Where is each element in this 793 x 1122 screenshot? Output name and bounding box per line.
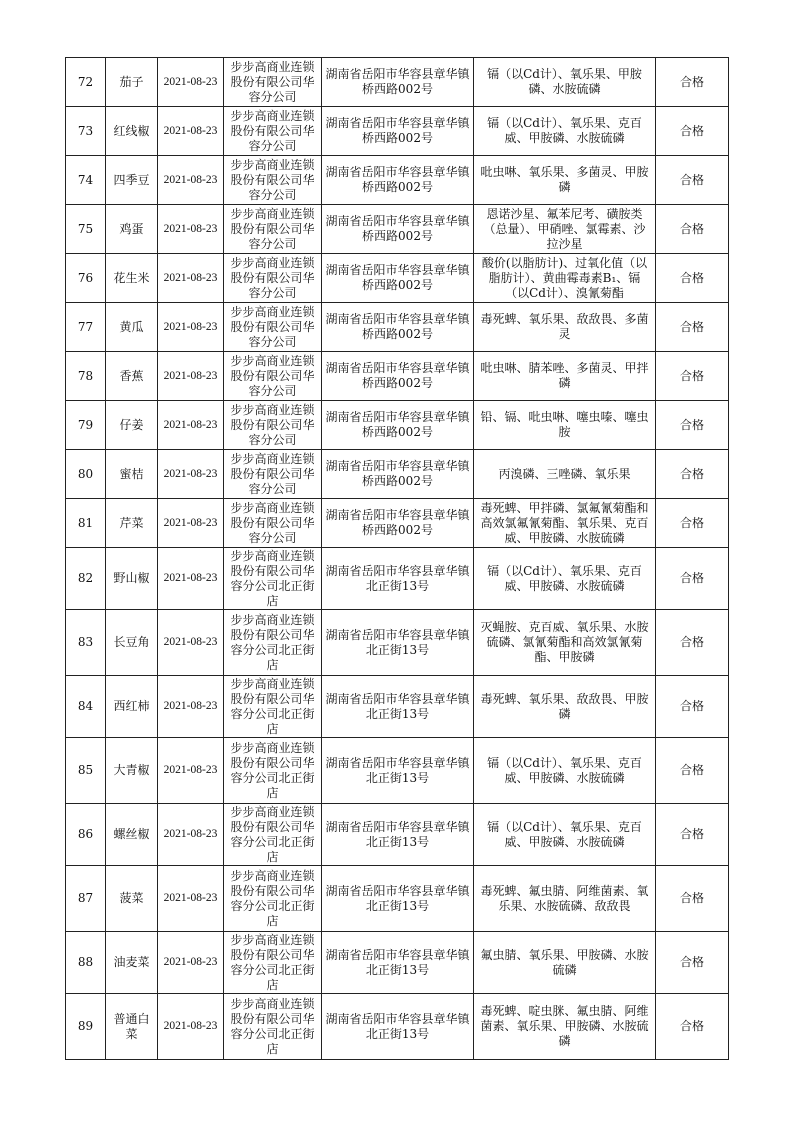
store-name: 步步高商业连锁股份有限公司华容分公司北正街店: [224, 738, 322, 804]
sampling-date: 2021-08-23: [158, 610, 224, 676]
store-address: 湖南省岳阳市华容县章华镇桥西路002号: [322, 401, 474, 450]
table-row: [66, 499, 729, 548]
store-address: 湖南省岳阳市华容县章华镇北正街13号: [322, 994, 474, 1060]
table-row: [66, 676, 729, 738]
store-address: 湖南省岳阳市华容县章华镇北正街13号: [322, 932, 474, 994]
test-items: 丙溴磷、三唑磷、氧乐果: [474, 450, 656, 499]
store-address: 湖南省岳阳市华容县章华镇北正街13号: [322, 610, 474, 676]
product-name: 长豆角: [106, 610, 158, 676]
table-row: [66, 58, 729, 107]
row-number: 72: [66, 58, 106, 107]
test-items: 毒死蜱、氧乐果、敌敌畏、甲胺磷: [474, 676, 656, 738]
store-address: 湖南省岳阳市华容县章华镇北正街13号: [322, 804, 474, 866]
store-name: 步步高商业连锁股份有限公司华容分公司北正街店: [224, 994, 322, 1060]
store-address: 湖南省岳阳市华容县章华镇北正街13号: [322, 676, 474, 738]
product-name: 四季豆: [106, 156, 158, 205]
store-name: 步步高商业连锁股份有限公司华容分公司: [224, 450, 322, 499]
sampling-date: 2021-08-23: [158, 156, 224, 205]
inspection-table: [65, 57, 729, 1060]
product-name: 菠菜: [106, 866, 158, 932]
product-name: 西红柿: [106, 676, 158, 738]
row-number: 79: [66, 401, 106, 450]
store-address: 湖南省岳阳市华容县章华镇桥西路002号: [322, 156, 474, 205]
test-items: 毒死蜱、氟虫腈、阿维菌素、氧乐果、水胺硫磷、敌敌畏: [474, 866, 656, 932]
test-result: 合格: [656, 303, 729, 352]
row-number: 86: [66, 804, 106, 866]
table-row: [66, 610, 729, 676]
test-items: 镉（以Cd计）、氧乐果、克百威、甲胺磷、水胺硫磷: [474, 738, 656, 804]
row-number: 89: [66, 994, 106, 1060]
row-number: 82: [66, 548, 106, 610]
test-result: 合格: [656, 932, 729, 994]
store-address: 湖南省岳阳市华容县章华镇桥西路002号: [322, 107, 474, 156]
table-row: [66, 932, 729, 994]
product-name: 普通白菜: [106, 994, 158, 1060]
table-row: [66, 107, 729, 156]
store-address: 湖南省岳阳市华容县章华镇桥西路002号: [322, 450, 474, 499]
table-row: [66, 548, 729, 610]
row-number: 87: [66, 866, 106, 932]
test-items: 镉（以Cd计）、氧乐果、克百威、甲胺磷、水胺硫磷: [474, 107, 656, 156]
table-row: [66, 994, 729, 1060]
store-name: 步步高商业连锁股份有限公司华容分公司: [224, 303, 322, 352]
product-name: 香蕉: [106, 352, 158, 401]
product-name: 蜜桔: [106, 450, 158, 499]
table-row: [66, 866, 729, 932]
row-number: 78: [66, 352, 106, 401]
test-result: 合格: [656, 499, 729, 548]
store-address: 湖南省岳阳市华容县章华镇桥西路002号: [322, 303, 474, 352]
store-address: 湖南省岳阳市华容县章华镇桥西路002号: [322, 352, 474, 401]
test-items: 毒死蜱、甲拌磷、氯氟氰菊酯和高效氯氟氰菊酯、氧乐果、克百威、甲胺磷、水胺硫磷: [474, 499, 656, 548]
sampling-date: 2021-08-23: [158, 932, 224, 994]
row-number: 76: [66, 254, 106, 303]
store-address: 湖南省岳阳市华容县章华镇桥西路002号: [322, 254, 474, 303]
sampling-date: 2021-08-23: [158, 866, 224, 932]
store-name: 步步高商业连锁股份有限公司华容分公司北正街店: [224, 932, 322, 994]
test-result: 合格: [656, 401, 729, 450]
test-result: 合格: [656, 548, 729, 610]
test-result: 合格: [656, 107, 729, 156]
test-result: 合格: [656, 352, 729, 401]
table-row: [66, 804, 729, 866]
sampling-date: 2021-08-23: [158, 58, 224, 107]
sampling-date: 2021-08-23: [158, 303, 224, 352]
product-name: 大青椒: [106, 738, 158, 804]
row-number: 77: [66, 303, 106, 352]
row-number: 84: [66, 676, 106, 738]
product-name: 红线椒: [106, 107, 158, 156]
product-name: 花生米: [106, 254, 158, 303]
test-items: 镉（以Cd计）、氧乐果、甲胺磷、水胺硫磷: [474, 58, 656, 107]
sampling-date: 2021-08-23: [158, 401, 224, 450]
table-row: [66, 450, 729, 499]
test-items: 灭蝇胺、克百威、氧乐果、水胺硫磷、氯氰菊酯和高效氯氰菊酯、甲胺磷: [474, 610, 656, 676]
test-items: 酸价(以脂肪计)、过氧化值（以脂肪计）、黄曲霉毒素B₁、镉（以Cd计）、溴氰菊酯: [474, 254, 656, 303]
test-items: 吡虫啉、氧乐果、多菌灵、甲胺磷: [474, 156, 656, 205]
sampling-date: 2021-08-23: [158, 352, 224, 401]
table-row: [66, 205, 729, 254]
store-address: 湖南省岳阳市华容县章华镇北正街13号: [322, 866, 474, 932]
table-row: [66, 401, 729, 450]
test-items: 镉（以Cd计）、氧乐果、克百威、甲胺磷、水胺硫磷: [474, 548, 656, 610]
product-name: 芹菜: [106, 499, 158, 548]
product-name: 螺丝椒: [106, 804, 158, 866]
test-items: 镉（以Cd计）、氧乐果、克百威、甲胺磷、水胺硫磷: [474, 804, 656, 866]
table-row: [66, 303, 729, 352]
store-name: 步步高商业连锁股份有限公司华容分公司: [224, 401, 322, 450]
store-address: 湖南省岳阳市华容县章华镇桥西路002号: [322, 58, 474, 107]
product-name: 黄瓜: [106, 303, 158, 352]
store-name: 步步高商业连锁股份有限公司华容分公司: [224, 499, 322, 548]
table-body: [66, 58, 729, 1060]
store-address: 湖南省岳阳市华容县章华镇北正街13号: [322, 548, 474, 610]
table-row: [66, 352, 729, 401]
row-number: 85: [66, 738, 106, 804]
sampling-date: 2021-08-23: [158, 676, 224, 738]
test-items: 氟虫腈、氧乐果、甲胺磷、水胺硫磷: [474, 932, 656, 994]
test-items: 毒死蜱、氧乐果、敌敌畏、多菌灵: [474, 303, 656, 352]
test-result: 合格: [656, 450, 729, 499]
product-name: 野山椒: [106, 548, 158, 610]
test-items: 恩诺沙星、氟苯尼考、磺胺类（总量）、甲硝唑、氯霉素、沙拉沙星: [474, 205, 656, 254]
test-result: 合格: [656, 994, 729, 1060]
table-row: [66, 738, 729, 804]
store-name: 步步高商业连锁股份有限公司华容分公司: [224, 205, 322, 254]
row-number: 74: [66, 156, 106, 205]
row-number: 75: [66, 205, 106, 254]
store-name: 步步高商业连锁股份有限公司华容分公司北正街店: [224, 804, 322, 866]
store-name: 步步高商业连锁股份有限公司华容分公司: [224, 107, 322, 156]
test-result: 合格: [656, 610, 729, 676]
product-name: 茄子: [106, 58, 158, 107]
sampling-date: 2021-08-23: [158, 450, 224, 499]
product-name: 油麦菜: [106, 932, 158, 994]
store-name: 步步高商业连锁股份有限公司华容分公司: [224, 156, 322, 205]
store-name: 步步高商业连锁股份有限公司华容分公司北正街店: [224, 610, 322, 676]
row-number: 88: [66, 932, 106, 994]
table-row: [66, 254, 729, 303]
store-name: 步步高商业连锁股份有限公司华容分公司: [224, 352, 322, 401]
test-result: 合格: [656, 205, 729, 254]
test-result: 合格: [656, 254, 729, 303]
test-result: 合格: [656, 866, 729, 932]
test-result: 合格: [656, 676, 729, 738]
sampling-date: 2021-08-23: [158, 254, 224, 303]
test-result: 合格: [656, 738, 729, 804]
test-items: 吡虫啉、腈苯唑、多菌灵、甲拌磷: [474, 352, 656, 401]
sampling-date: 2021-08-23: [158, 994, 224, 1060]
sampling-date: 2021-08-23: [158, 499, 224, 548]
row-number: 80: [66, 450, 106, 499]
test-result: 合格: [656, 804, 729, 866]
sampling-date: 2021-08-23: [158, 548, 224, 610]
sampling-date: 2021-08-23: [158, 107, 224, 156]
store-name: 步步高商业连锁股份有限公司华容分公司北正街店: [224, 548, 322, 610]
row-number: 81: [66, 499, 106, 548]
store-name: 步步高商业连锁股份有限公司华容分公司: [224, 58, 322, 107]
sampling-date: 2021-08-23: [158, 205, 224, 254]
table-row: [66, 156, 729, 205]
store-name: 步步高商业连锁股份有限公司华容分公司: [224, 254, 322, 303]
test-items: 铅、镉、吡虫啉、噻虫嗪、噻虫胺: [474, 401, 656, 450]
product-name: 鸡蛋: [106, 205, 158, 254]
test-items: 毒死蜱、啶虫脒、氟虫腈、阿维菌素、氧乐果、甲胺磷、水胺硫磷: [474, 994, 656, 1060]
store-name: 步步高商业连锁股份有限公司华容分公司北正街店: [224, 676, 322, 738]
test-result: 合格: [656, 156, 729, 205]
store-address: 湖南省岳阳市华容县章华镇北正街13号: [322, 738, 474, 804]
sampling-date: 2021-08-23: [158, 804, 224, 866]
product-name: 仔姜: [106, 401, 158, 450]
test-result: 合格: [656, 58, 729, 107]
store-address: 湖南省岳阳市华容县章华镇桥西路002号: [322, 205, 474, 254]
row-number: 73: [66, 107, 106, 156]
store-address: 湖南省岳阳市华容县章华镇桥西路002号: [322, 499, 474, 548]
sampling-date: 2021-08-23: [158, 738, 224, 804]
store-name: 步步高商业连锁股份有限公司华容分公司北正街店: [224, 866, 322, 932]
row-number: 83: [66, 610, 106, 676]
